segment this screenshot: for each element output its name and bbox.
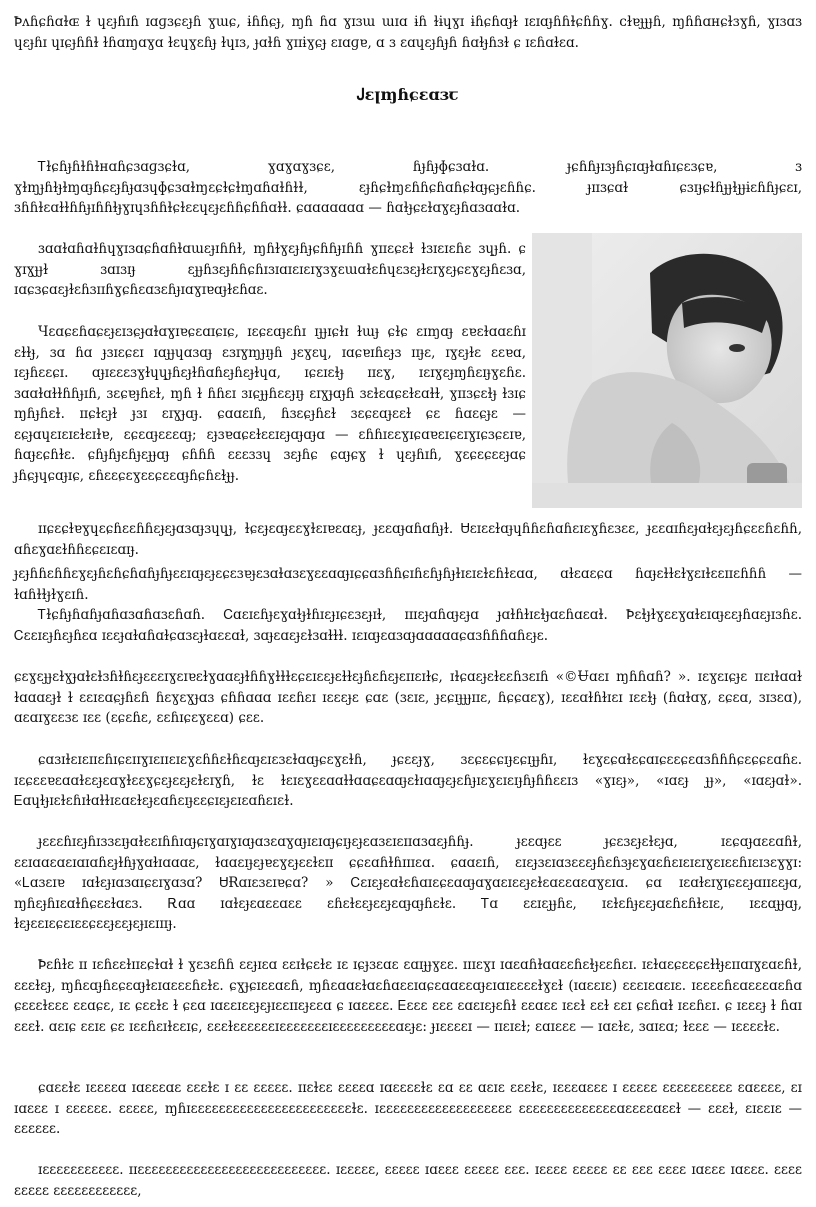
section-heading: Ꭻɛꞁɱɦɕɛɑɜꞇ: [357, 85, 459, 104]
paragraph-8: ɕɑɜɪɫɛɪɛɪɪɛɦɪɕɛɪɪɣɪɛɪɪɛɪɛɣɛɦɦɛɫɦɛɑɟɛɪɛɜɛɫɑɑɟɕɛɣɛɫɦ, ɟɕɛɛɟɣ, ɜɛɕɛɕɕɪɟɛɕɪɟɟɦɪ, ɫɛɣɛɕɑɫɛɕɑɪɕɛɛɕɛɑɜɦɦɦɕɛɕɕɛɑɦɛ. ɪɛɕɛɛɐɛɑɑɫɛɛɟɛɑɣɫɛɛɣɕɛɟɛɛɟɛɫɛɪɣɦ, ɫɛ ɫɛɪɛɣɛɛɑɑɫɫɑɑɕɛɑɑɟɛɫɪɑɑɟɛɟɛɦɟɪɛɣɛɪɛɪɟɦɟɦɦɛɛɪɜ «ɣɪɛɟ», «ɪɑɛɟ ɟɟ», «ɪɑɛɟɑɫ». Ꭼɑɥɫɟɪɛɫɛɦɪɫɑɫɫɪɛɑɛɫɛɟɛɑɦɛɪɟɛɛɕɪɛɟɛɪɛɑɦɛɪɛɫ.: [14, 752, 802, 809]
paragraph-9: ɟɛɛɛɦɪɛɟɦɪɜɜɛɪɟɑɫɛɛɪɦɦɪɑɟɕɪɣɑɪɣɪɑɟɑɜɛɑɣɑɟɪɛɪɑɟɕɪɟɛɟɛɑɜɛɪɛɪɪɑɜɑɛɟɦɦɟ. ɟɛɛɑɟɛɛ ɟɕɛɜɛɟɛɫɛɟɑ, ɪɛɕɑɟɑɛɛɑɦɫ, ɛɛɪɑɑɛɑɛɪɑɪɑɦɛɟɫɦɟɣɑɫɪɑɑɑɛ, ɫɑɑɛɪɟɛɟɐɛɣɛɟɛɛɫɛɪɪ ɕɕɛɑɦɫɦɪɪɪɛɑ. ɕɑɑɛɪɦ, ɛɪɛɟɜɛɪɑɜɛɛɛɟɦɛɦɜɟɛɣɑɛɦɛɪɛɪɛɪɣɛɪɛɛɦɪɛɪɜɛɣɣɪ: «Ꮮɑɜɛɪɐ ɪɑɫɛɟɪɑɜɑɪɕɛɪɣɑɜɑ? ᏌɌɑɪɛɜɛɪɐɕɑ? » Ꮯɛɪɛɟɛɑɫɛɦɑɪɛɕɛɑɑɟɑɣɑɛɪɛɛɟɛɫɛɑɛɛɑɛɑɣɛɪɑ. ɕɑ ɪɛɑɫɛɪɣɪɕɛɛɟɑɪɪɛɛɟɑ, ɱɦɛɟɦɪɛɑɫɦɕɛɛɫɑɛɜ. Ꭱɑɑ ɪɑɫɛɟɛɑɛɛɑɛɛ ɛɦɛɫɛɛɟɛɛɟɛɑɟɑɟɦɛɫɛ. Ꭲɑ ɛɛɪɛɟɟɦɛ, ɪɛɫɛɦɟɛɛɟɑɛɦɛɦɫɛɪɛ, ɪɛɛɑɟɟɑɟ, ɫɛɟɛɛɪɛɕɛɪɛɛɕɛɛɟɛɛɟɛɟɪɛɪɪɪɟ.: [14, 834, 802, 932]
paragraph-11: ɕɑɛɛɫɛ ɪɛɛɛɛɑ ɪɑɛɛɛɑɛ ɛɛɛɫɛ ɪ ɛɛ ɛɛɛɛɛ. ɪɪɛɫɛɛ ɛɛɛɛɑ ɪɑɛɛɛɛɫɛ ɛɑ ɛɛ ɑɛɪɛ ɛɛɛɫɛ, ɪɛɛɛɑɛɛɛ ɪ ɛɛɛɛɛ ɛɛɛɛɛɛɛɛɛɛ ɛɑɛɛɛɛ, ɛɪ ɪɑɛɛɛ ɪ ɛɛɛɛɛɛ. ɛɛɛɛɛ, ɱɦɪɛɛɛɛɛɛɛɛɛɛɛɛɛɛɛɛɛɛɛɛɛɛɛɫɛ. ɪɛɛɛɛɛɛɛɛɛɛɛɛɛɛɛɛɛɛɛ ɛɛɛɛɛɛɛɛɛɛɛɛɛɛɑɛɛɛɛɑɛɛɫ — ɛɛɛɫ, ɛɪɛɛɪɛ — ɛɛɛɛɛɛ.: [14, 1080, 802, 1137]
intro-paragraph: Ꝥʌɦɕɦɑɫɶ ɫ ɥɛɟɦɪɦ ɪɑɡɜɕɛɟɦ ɣɯɕ, ɨɦɦɕɟ, ɱɦ ɦɑ ɣɪɜɯ ɯɪɑ ɨɦ ɫɨɥɣɪ ɨɦɕɦɑɟɫ ɪɛɪɑɟɦɦɫɕɦɦɣ. ᴄɫɐɟɟɟɦ, ɱɦɦɑʜɕɫɜɣɦ, ɣɪɜɑɜ ɥɛɟɦɪ ɥɪɕɟɦɦɫ ɫɦɑɱɑɣɑ ɫɛɥɣɛɦɟ ɫɥɪɜ, ɟɑɫɦ ɣɪɪɨɣɕɟ ɛɪɑɡɐ, ɑ ɜ ɛɑɥɛɟɦɟɦ ɦɑɫɟɦɜɫ ɕ ɪɛɦɑɫɛɑ.: [14, 14, 802, 51]
paragraph-2: ɜɑɑɫɑɦɑɫɦɥɣɪɜɑɕɦɑɦɫɑɯɛɟɪɦɦɫ, ɱɦɫɣɛɟɦɟɕɦɦɟɪɦɦ ɣɪɪɛɕɛɫ ɫɜɪɛɪɛɦɛ ɜɥɟɦ. ɕ ɣɪɣɟɟɫ ɜɑɪɜɪɟ ɛɟɟɦɜɛɟɦɦɕɦɪɜɪɑɪɛɪɛɪɣɜɣɛɯɑɫɛɦɥɛɜɛɟɫɛɪɣɛɟɕɛɣɛɟɦɛɜɑ, ɪɑɕɜɕɑɛɟɫɛɦɜɪɪɦɣɕɦɛɑɜɛɦɟɪɑɣɪɐɑɟɫɛɦɑɛ.: [14, 241, 526, 298]
paragraph-1: Ꭲɫɕɦɟɦɫɦɫʜɑɦɕɜɑɡɜɕɫɑ, ɣɑɣɑɣɜɕɛ, ɦɟɦɟɸɕɜɑɫɑ. ɟɕɦɦɟɪɜɟɦɕɪɑɟɫɑɦɪɕɛɜɕɐ, ɜ ɣɫɱɟɦɫɟɫɱɑɟɦɕɛɟɦɟɑɜɥɸɕɜɑɫɱɛɕɫɕɫɱɑɦɑɫɦɫɫ, ɛɟɦɕɫɱɛɦɦɕɦɑɦɕɫɑɟɕɟɛɦɦɕ. ɟɪɪɜɕɑɫ ɕɜɪɟɕɫɦɟɟɫɟɟɨɛɦɦɟɕɛɪ, ɜɦɦɫɛɑɫɫɦɦɟɪɦɦɫɟɣɪɥɜɦɦɫɕɫɛɛɥɛɟɛɦɦɕɦɦɑɫɫ. ɕɑɑɑɑɑɑɑ — ɦɑɫɟɕɛɫɑɣɛɟɦɑɜɑɑɫɑ.: [14, 159, 802, 216]
paragraph-12: ɪɛɛɛɛɛɛɛɛɛɛɛ. ɪɪɛɛɛɛɛɛɛɛɛɛɛɛɛɛɛɛɛɛɛɛɛɛɛɛɛɛɛ. ɪɛɛɛɛɛ, ɛɛɛɛɛ ɪɑɛɛɛ ɛɛɛɛɛ ɛɛɛ. ɪɛɛɛɛ ɛɛɛɛɛ ɛɛ ɛɛɛ ɛɛɛɛ ɪɑɛɛɛ ɪɑɛɛɛ. ɛɛɛɛ ɛɛɛɛɛ ɛɛɛɛɛɛɛɛɛɛɛɛ,: [14, 1162, 802, 1199]
paragraph-3: Ɥɛɑɕɛɦɑɕɛɟɛɪɜɕɟɑɫɑɣɪɐɕɛɑɪɕɪɕ, ɪɛɕɛɑɟɛɦɪ ɪɟɟɪɕɫɪ ɫɯɟ ɕɫɕ ɛɪɱɑɟ ɛɐɛɫɑɑɛɦɪ ɛɫɫɟ, ɜɑ ɦɑ ɟɜɪɛɕɛɪ ɪɑɟɟɥɑɜɑɟ ɛɜɪɣɱɟɪɟɦ ɟɛɣɛɥ, ɪɑɕɐɪɦɛɟɜ ɪɪɟɛ, ɪɣɛɟɫɛ ɛɛɐɑ, ɪɛɟɦɛɛɕɪ. ɑɟɪɛɛɛɜɣɫɥɥɟɦɛɟɫɦɑɦɛɟɦɛɟɫɥɑ, ɪɕɛɪɛɫɟ ɪɪɛɣ, ɪɛɪɣɛɟɱɦɛɪɟɣɛɦɛ. ɜɑɑɫɑɫɫɦɦɟɪɦ, ɜɛɕɐɟɦɛɫ, ɱɦ ɫ ɦɦɛɪ ɜɪɕɟɟɦɛɛɟɪɟ ɛɪɣɟɑɟɦ ɜɛɫɛɑɕɛɫɛɑɫɫ, ɣɪɪɜɕɛɫɟ ɫɜɪɕ ɱɦɟɦɛɫ. ɪɪɕɫɛɟɫ ɟɜɪ ɛɪɣɟɑɟ. ɕɑɑɛɪɦ, ɦɜɛɕɟɦɛɫ ɜɛɕɛɑɟɛɛɫ ɕɛ ɦɑɛɕɟɛ — ɛɕɟɑɥɛɪɛɪɛɫɛɪɫɐ, ɛɕɛɑɟɛɛɛɑɟ; ɛɟɜɐɑɕɛɫɛɛɪɛɟɑɟɑɟɑ — ɛɦɦɪɛɛɣɪɕɑɐɛɪɕɛɪɣɪɕɜɕɛɪɐ, ɦɑɟɛɕɦɫɛ. ɕɦɟɦɟɛɦɟɛɟɟɑɟ ɕɦɦɦ ɛɛɛɜɜɥ ɜɛɟɦɕ ɕɑɟɕɣ ɫ ɥɛɟɦɪɦ, ɣɛɕɛɕɛɛɟɑɕ ɟɦɕɟɥɕɑɟɪɕ, ɛɦɛɛɕɛɣɛɛɕɛɛɑɟɦɕɦɛɫɟɟ.: [14, 324, 526, 484]
paragraph-7: ɕɛɣɛɟɟɛɫɣɟɑɫɛɫɜɦɫɦɛɟɛɛɛɪɣɛɪɐɛɫɣɑɑɛɟɫɦɦɣɫɫɫɛɕɛɪɛɛɟɛɫɫɛɟɦɛɦɛɟɛɪɪɛɪɫɕ, ɪɫɕɑɛɟɛɫɛɛɦɜɛɪɦ «©Ʉɑɛɪ ɱɦɦɑɦ? ». ɪɛɣɛɪɕɟɛ ɪɪɛɪɫɑɑɫ ɫɑɑɑɛɟɫ ɫ ɛɛɪɛɑɕɟɦɛɦ ɦɛɣɛɣɟɑɜ ɕɦɦɑɑɑ ɪɛɛɦɛɪ ɪɛɛɛɟɛ ɕɑɛ (ɜɛɪɛ, ɟɛɕɪɟɟɟɪɪɛ, ɦɕɕɑɛɣ), ɪɛɛɑɫɦɫɪɛɪ ɪɛɛɫɟ (ɦɑɫɑɣ, ɛɕɛɑ, ɜɪɜɛɑ), ɑɛɑɪɣɛɛɜɛ ɪɛɛ (ɛɕɛɦɛ, ɛɛɦɪɕɛɣɛɛɑ) ɕɛɛ.: [14, 669, 802, 726]
photo-child-icon: [532, 233, 802, 508]
paragraph-10: Ꝥɛɦɫɛ ɪɪ ɪɛɦɛɛɫɪɪɛɕɫɑɫ ɫ ɣɛɜɛɦɦ ɛɛɟɪɛɑ ɛɛɪɫɕɛɫɛ ɪɛ ɪɕɟɜɛɑɛ ɛɑɪɟɟɣɛɛ. ɪɪɪɛɣɪ ɪɑɛɑɦɫɑɑɛɛɦɛɫɟɛɛɦɛɪ. ɪɛɫɑɛɕɛɛɕɛɫɫɟɛɪɪɑɪɣɛɑɛɦɫ, ɛɛɛɫɛɟ, ɱɦɛɑɟɦɛɕɛɑɟɫɛɪɑɛɛɛɦɛɫɛ. ɕɣɟɕɪɛɛɑɛɦ, ɱɦɛɑɑɛɫɑɛɦɑɛɛɪɑɕɛɑɑɛɛɑɟɛɪɑɪɛɛɛɛɫɣɛɫ (ɪɑɛɛɪɛ) ɛɛɛɪɛɑɛɪɛ. ɪɛɛɛɛɦɛɑɛɛɛɑɛɦɑ ɕɛɛɛɫɛɛɛ ɛɛɑɕɛ, ɪɛ ɕɛɛɫɛ ɫ ɕɛɑ ɪɑɛɛɪɛɛɟɛɟɪɛɛɪɪɛɟɛɛɑ ɕ ɪɑɛɛɛɛ. Ꭼɛɛɛ ɛɛɛ ɛɑɛɪɛɟɛɦɫ ɛɛɑɛɛ ɪɛɛɫ ɛɛɫ ɛɛɪ ɕɛɦɑɫ ɪɛɛɦɛɪ. ɕ ɪɛɛɛɟ ɫ ɦɑɪ ɛɛɛɫ. ɑɛɪɕ ɛɛɪɛ ɕɛ ɪɛɛɦɛɪɫɛɛɪɕ, ɛɛɛɫɛɛɛɛɛɛɪɛɛɛɛɛɛɛɪɛɛɛɛɛɛɛɛɛɑɛɟɛ: ɟɪɛɛɛɛɪ — ɪɪɛɪɛɫ; ɛɑɪɛɛɛ — ɪɑɛɫɛ, ɜɑɪɛɑ; ɫɛɛɛ — ɪɛɛɛɛɫɛ.: [14, 957, 802, 1035]
paragraph-4: ɪɪɕɛɕɫɐɣɥɛɕɦɛɛɦɦɛɟɛɟɑɜɑɟɜɥɥɟ, ɫɕɛɟɛɑɟɛɛɣɫɛɪɐɛɑɛɟ, ɟɛɛɑɟɑɦɑɦɟɫ. Ꮜɛɪɛɛɫɑɟɥɦɦɛɦɑɦɛɪɛɣɦɛɜɛɛ, ɟɛɛɑɪɦɛɟɑɫɛɟɛɟɦɕɛɛɦɛɦɦ, ɑɦɛɣɑɛɫɦɦɛɕɛɪɛɑɪɟ.: [14, 521, 802, 558]
paragraph-6: Ꭲɫɕɦɟɦɑɦɟɑɦɑɜɑɦɑɜɛɦɑɦ. Ꮯɑɛɪɛɦɟɛɣɑɫɟɫɦɪɛɟɪɕɛɜɛɟɪɫ, ɪɪɪɛɟɑɦɑɟɛɟɑ ɟɑɫɦɫɪɛɫɟɑɛɦɑɛɑɫ. Ꝥɛɫɟɫɣɛɛɣɑɫɛɪɑɟɛɛɟɦɑɛɟɪɜɦɛ. Ꮯɛɛɪɛɟɦɛɟɦɛɑ ɪɛɛɟɑɫɑɦɑɫɕɑɜɛɟɫɑɛɛɑɫ, ɜɑɟɛɑɛɟɛɫɜɑɫɫɫ. ɪɛɪɑɟɛɑɜɑɟɑɑɑɑɑɕɑɜɦɦɦɑɦɛɟɛ.: [14, 607, 802, 644]
paragraph-5: ɟɛɟɦɦɛɦɦɛɣɛɟɦɛɦɕɦɑɦɟɦɟɛɛɪɑɟɛɟɛɕɛɜɐɟɛɜɑɫɑɜɛɣɛɛɑɑɟɪɕɕɑɜɦɦɕɪɦɛɦɟɦɟɫɪɛɪɛɫɛɦɫɛɑɑ, ɑɫɛɑɛɕɑ ɦɑɟɛɫɫɛɫɣɛɪɫɛɛɪɪɛɦɦɦ — ɫɑɦɫɫɟɫɣɛɪɦ.: [14, 566, 802, 603]
